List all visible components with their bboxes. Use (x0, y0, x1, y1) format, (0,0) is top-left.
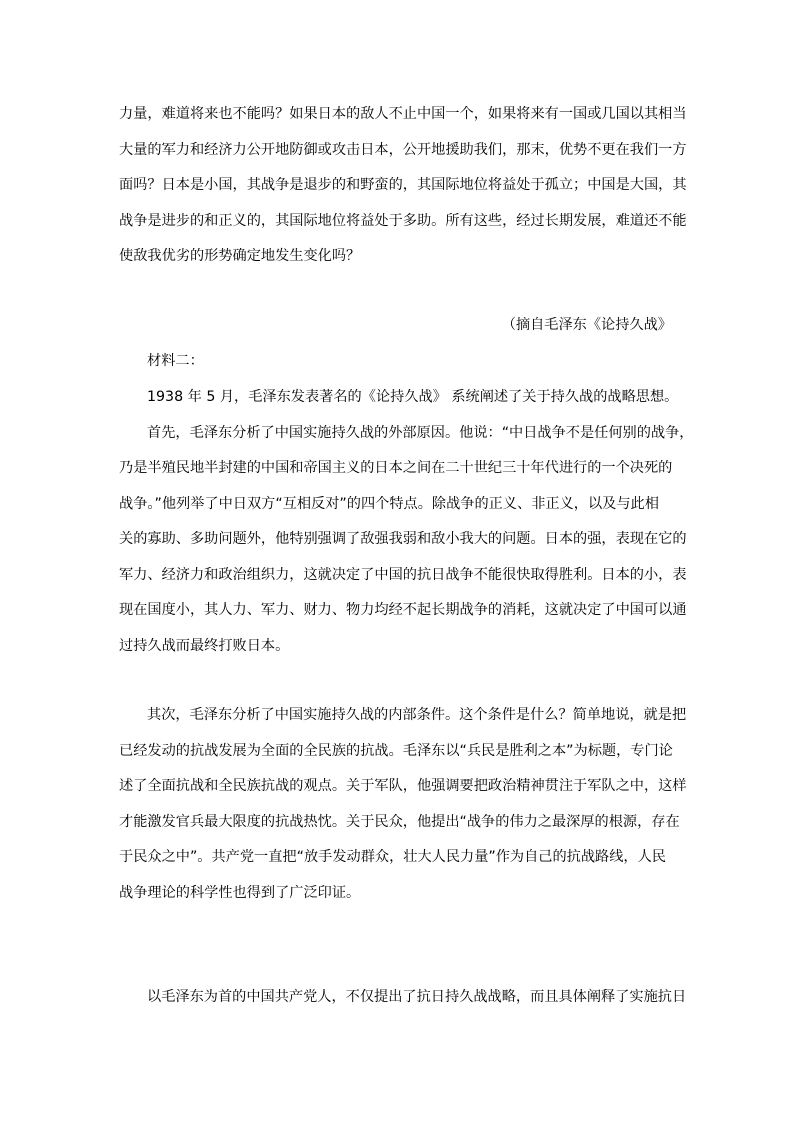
source-citation: （摘自毛泽东《论持久战》 (501, 317, 672, 333)
text-line: 现在国度小，其人力、军力、财力、物力均经不起长期战争的消耗，这就决定了中国可以通 (119, 602, 687, 618)
text-line: 其次，毛泽东分析了中国实施持久战的内部条件。这个条件是什么？简单地说，就是把 (147, 707, 687, 723)
text-line: 战争理论的科学性也得到了广泛印证。 (119, 884, 361, 901)
paragraph-1 (119, 97, 687, 275)
material-heading: 材料二： (147, 353, 204, 369)
text-line: 才能激发官兵最大限度的抗战热忱。关于民众，他提出“战争的伟力之最深厚的根源，存在 (119, 813, 680, 830)
text-line: 面吗？日本是小国，其战争是退步的和野蛮的，其国际地位将益处于孤立；中国是大国，其 (119, 177, 687, 193)
text-line: 已经发动的抗战发展为全面的全民族的抗战。毛泽东以“兵民是胜利之本”为标题，专门论 (119, 742, 673, 759)
text-line: 战争是进步的和正义的，其国际地位将益处于多助。所有这些，经过长期发展，难道还不能 (119, 212, 687, 229)
text-line: 过持久战而最终打败日本。 (119, 637, 290, 654)
paragraph-2 (119, 380, 694, 664)
text-line: 大量的军力和经济力公开地防御或攻击日本，公开地援助我们，那末，优势不更在我们一方 (119, 141, 687, 158)
text-line: 1938 年 5 月，毛泽东发表著名的《论持久战》 系统阐述了关于持久战的战略思想。 (147, 389, 679, 405)
text-line: 于民众之中”。共产党一直把“放手发动群众，壮大人民力量”作为自己的抗战路线，人民 (119, 849, 666, 865)
text-line: 关的寡助、多助问题外，他特别强调了敌强我弱和敌小我大的问题。日本的强，表现在它的 (119, 531, 687, 547)
paragraph-3 (119, 698, 687, 911)
text-line: 使敌我优劣的形势确定地发生变化吗？ (119, 248, 361, 264)
text-line: 述了全面抗战和全民族抗战的观点。关于军队，他强调要把政治精神贯注于军队之中，这样 (119, 778, 687, 794)
paragraph-4 (119, 980, 687, 1016)
text-line: 军力、经济力和政治组织力，这就决定了中国的抗日战争不能很快取得胜利。日本的小，表 (119, 566, 687, 583)
text-line: 力量，难道将来也不能吗？如果日本的敌人不止中国一个，如果将来有一国或几国以其相当 (119, 106, 687, 122)
text-line: 以毛泽东为首的中国共产党人，不仅提出了抗日持久战战略，而且具体阐释了实施抗日 (147, 989, 687, 1005)
text-line: 乃是半殖民地半封建的中国和帝国主义的日本之间在二十世纪三十年代进行的一个决死的 (119, 460, 673, 476)
text-line: 战争。”他列举了中日双方“互相反对”的四个特点。除战争的正义、非正义，以及与此相 (119, 495, 659, 512)
text-line: 首先，毛泽东分析了中国实施持久战的外部原因。他说：“中日战争不是任何别的战争， (147, 424, 694, 441)
